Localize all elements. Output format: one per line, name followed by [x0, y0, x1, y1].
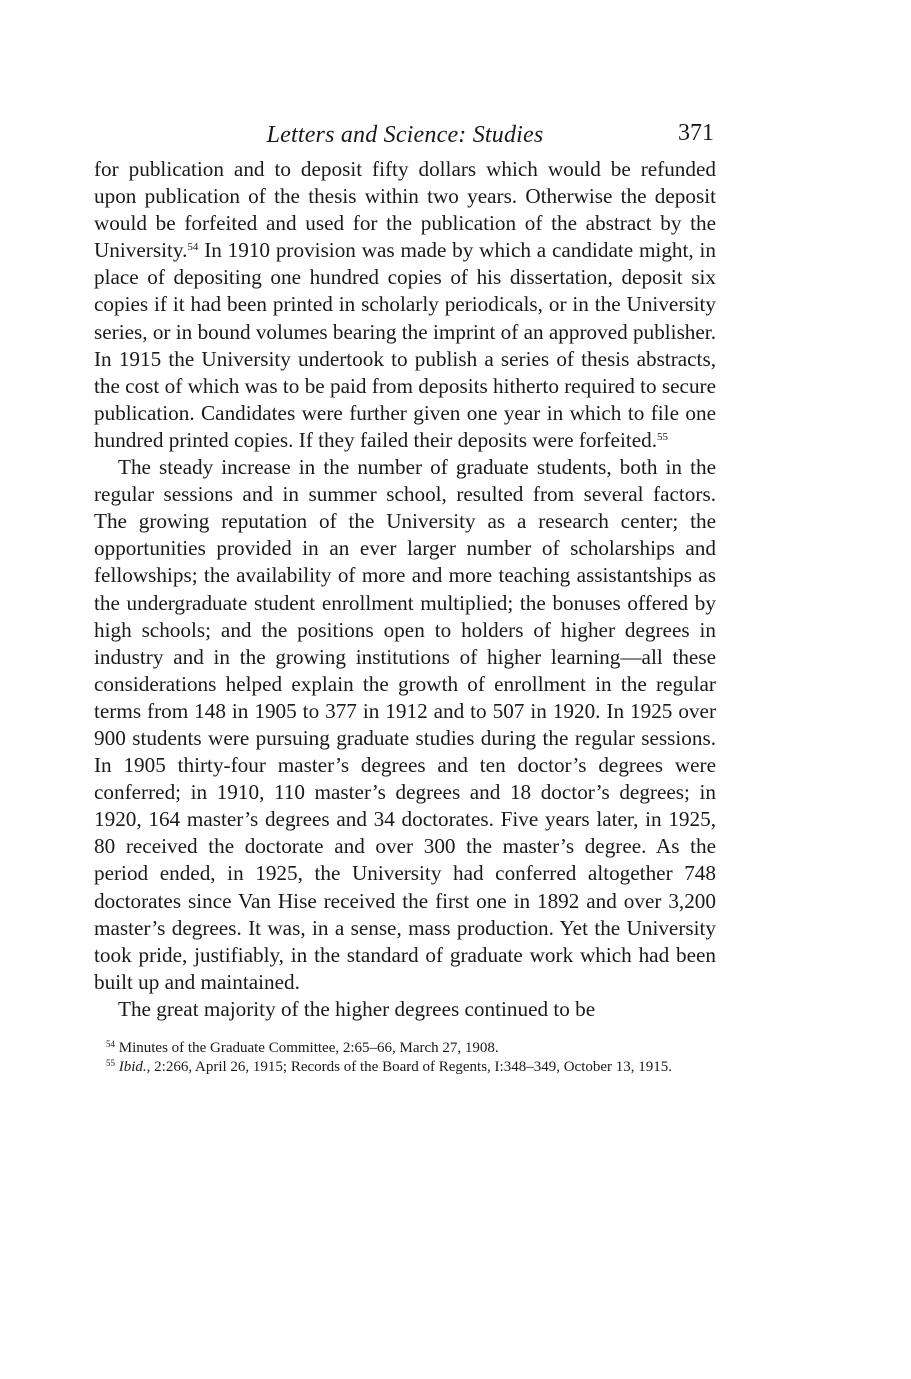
- footnote-ibid: Ibid.,: [118, 1059, 151, 1075]
- footnote-reference: 55: [657, 430, 669, 443]
- footnote-text: Minutes of the Graduate Committee, 2:65–66, March 27, 1908.: [118, 1040, 499, 1056]
- running-title: Letters and Science: Studies: [266, 122, 544, 148]
- footnote: [94, 1058, 716, 1077]
- body-text: [94, 156, 716, 1023]
- page-number: 371: [678, 120, 714, 146]
- footnote-mark: 55: [106, 1058, 115, 1068]
- book-page: [94, 112, 716, 1077]
- paragraph: The great majority of the higher degrees continued to be: [118, 996, 596, 1021]
- paragraph-text: for publication and to deposit fifty dollars which would be refunded upon publication of the thesis within two years. Otherwise the deposit would be forfeited and used for the publication of the abstract by the University.: [94, 157, 716, 263]
- footnote-reference: 54: [187, 241, 199, 254]
- paragraph-continued: [94, 156, 716, 454]
- footnote-mark: 54: [106, 1039, 115, 1049]
- paragraph-text: In 1910 provision was made by which a candidate might, in place of depositing one hundred copies of his dissertation, deposit six copies if it had been printed in scholarly periodicals, or in the University series, or in bound volumes bearing the imprint of an approved publisher. In 1915 the University undertook to publish a series of thesis abstracts, the cost of which was to be paid from deposits hitherto required to secure publication. Candidates were further given one year in which to file one hundred printed copies. If they failed their deposits were forfeited.: [94, 238, 716, 452]
- paragraph: The steady increase in the number of graduate students, both in the regular sessions and in summer school, resulted from several factors. The growing reputation of the University as a research center; the opportunities provided in an ever larger number of scholarships and fellowships; the availability of more and more teaching assistantships as the undergraduate student enrollment multiplied; the bonuses offered by high schools; and the positions open to holders of higher degrees in industry and in the growing institutions of higher learning—all these considerations helped explain the growth of enrollment in the regular terms from 148 in 1905 to 377 in 1912 and to 507 in 1920. In 1925 over 900 students were pursuing graduate studies during the regular sessions. In 1905 thirty-four master’s degrees and ten doctor’s degrees were conferred; in 1910, 110 master’s degrees and 18 doctor’s degrees; in 1920, 164 master’s degrees and 34 doctorates. Five years later, in 1925, 80 received the doctorate and over 300 the master’s degree. As the period ended, in 1925, the University had conferred altogether 748 doctorates since Van Hise received the first one in 1892 and over 3,200 master’s degrees. It was, in a sense, mass production. Yet the University took pride, justifiably, in the standard of graduate work which had been built up and maintained.: [94, 455, 716, 994]
- footnote-text: 2:266, April 26, 1915; Records of the Board of Regents, I:348–349, October 13, 1915.: [150, 1059, 673, 1075]
- footnotes: [94, 1039, 716, 1077]
- running-head: [94, 112, 716, 156]
- footnote: [94, 1039, 716, 1058]
